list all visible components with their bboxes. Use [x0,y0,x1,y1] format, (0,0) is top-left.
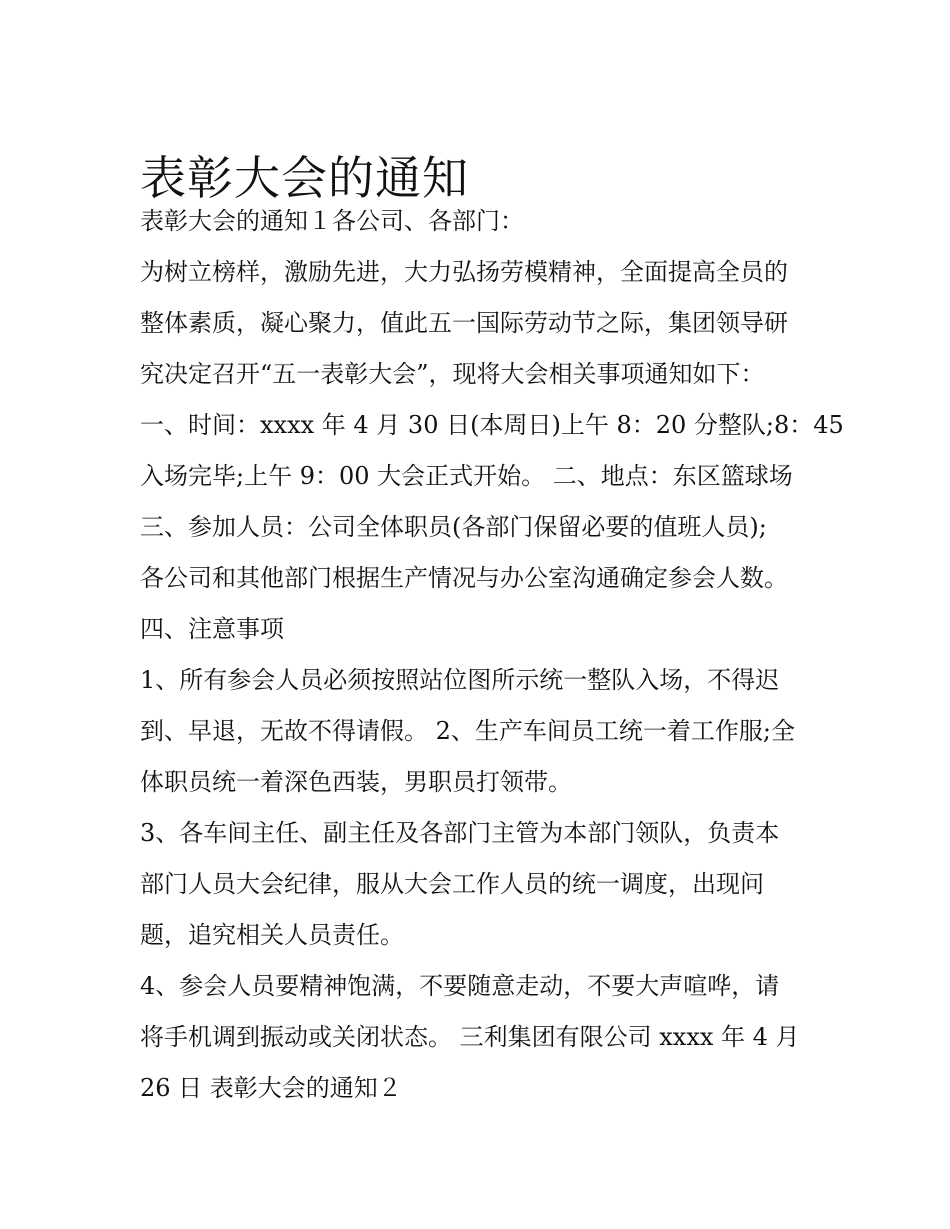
body-line: 入场完毕;上午 9：00 大会正式开始。 二、地点：东区篮球场 [140,462,793,490]
body-line: 为树立榜样，激励先进，大力弘扬劳模精神，全面提高全员的 [140,258,788,286]
body-line: 三、参加人员：公司全体职员(各部门保留必要的值班人员); [140,513,767,541]
body-line: 题，追究相关人员责任。 [140,921,404,949]
body-line: 26 日 表彰大会的通知２ [140,1074,402,1102]
body-line: 整体素质，凝心聚力，值此五一国际劳动节之际，集团领导研 [140,309,788,337]
body-line: 4、参会人员要精神饱满，不要随意走动，不要大声喧哗，请 [140,972,780,1000]
body-line: 部门人员大会纪律，服从大会工作人员的统一调度，出现问 [140,870,764,898]
body-line: 将手机调到振动或关闭状态。 三利集团有限公司 xxxx 年 4 月 [140,1023,800,1051]
body-line: 3、各车间主任、副主任及各部门主管为本部门领队，负责本 [140,819,780,847]
body-line: 到、早退，无故不得请假。 2、生产车间员工统一着工作服;全 [140,717,795,745]
body-line: 体职员统一着深色西装，男职员打领带。 [140,768,572,796]
body-line: 表彰大会的通知１各公司、各部门： [140,207,524,235]
body-line: 1、所有参会人员必须按照站位图所示统一整队入场，不得迟 [140,666,780,694]
section-heading: 四、注意事项 [140,615,284,643]
body-line: 一、时间：xxxx 年 4 月 30 日(本周日)上午 8：20 分整队;8：45 [140,411,844,439]
document-title: 表彰大会的通知 [140,150,469,205]
body-line: 各公司和其他部门根据生产情况与办公室沟通确定参会人数。 [140,564,788,592]
body-line: 究决定召开“五一表彰大会”，现将大会相关事项通知如下： [140,360,765,388]
